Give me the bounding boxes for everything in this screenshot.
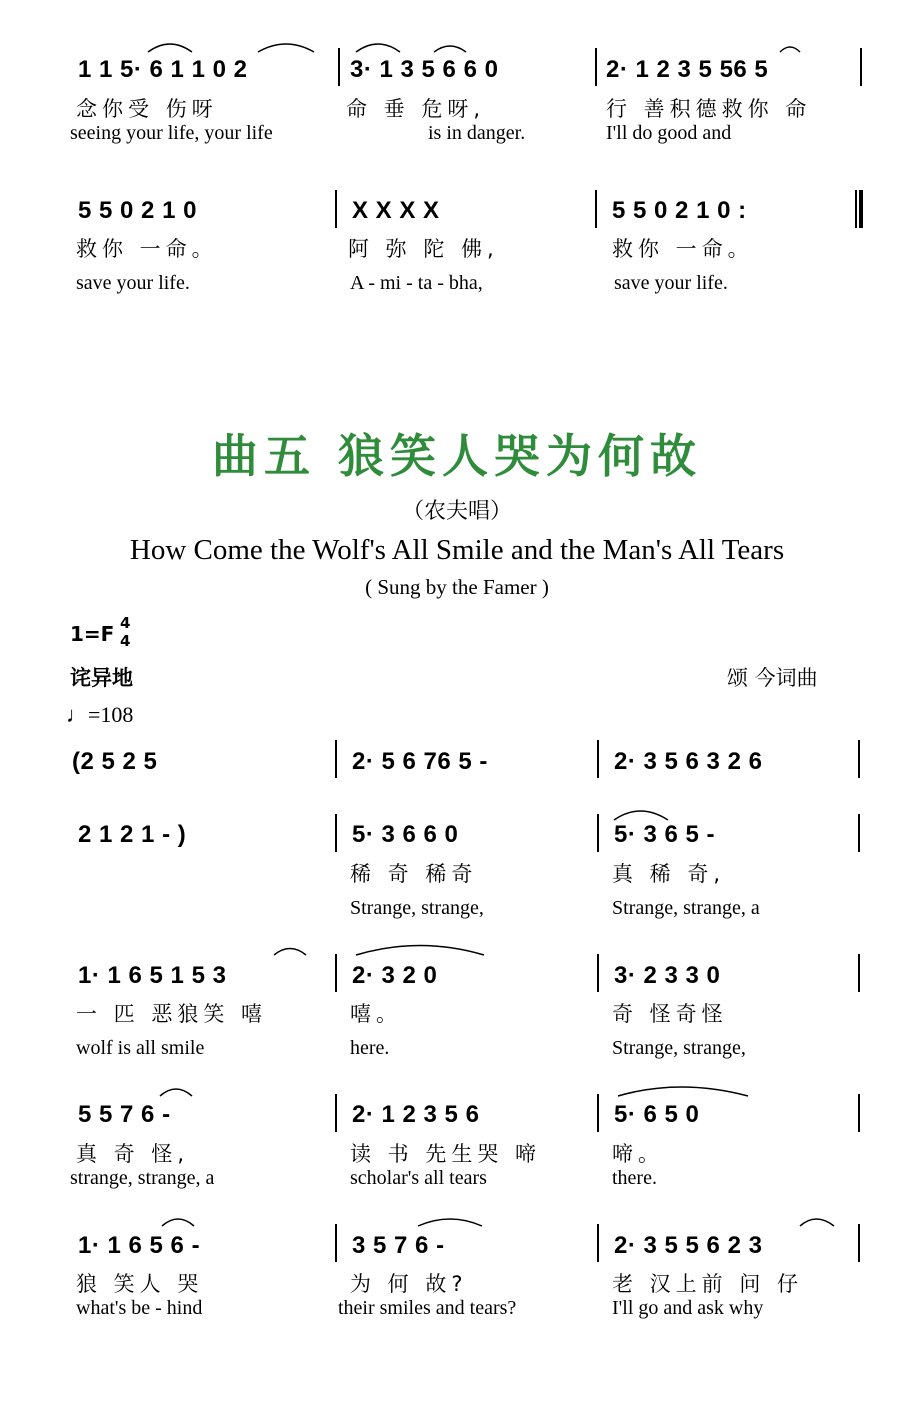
- measure: 1· 1 6 5 6 -: [78, 1232, 201, 1259]
- time-signature-top: 4: [120, 614, 131, 632]
- lyric-cn: 为 何 故?: [350, 1272, 468, 1296]
- lyric-cn: 真 奇 怪,: [76, 1142, 190, 1166]
- measure: 2· 3 2 0: [352, 962, 438, 989]
- measure: 5 5 0 2 1 0 :: [612, 197, 747, 224]
- measure: 2· 1 2 3 5 6: [352, 1101, 480, 1128]
- lyric-en: Strange, strange,: [350, 897, 484, 919]
- measure: 5· 6 5 0: [614, 1101, 700, 1128]
- lyric-cn: 行 善积德救你 命: [606, 97, 812, 121]
- singer-note-en: ( Sung by the Famer ): [365, 575, 549, 599]
- lyric-en: seeing your life, your life: [70, 122, 273, 144]
- lyric-en: scholar's all tears: [350, 1167, 487, 1189]
- lyric-en: save your life.: [614, 272, 728, 294]
- tempo-marking: ♩=108: [66, 702, 134, 727]
- lyric-cn: 救你 一命。: [76, 237, 218, 261]
- lyric-en: I'll go and ask why: [612, 1297, 764, 1319]
- composer-credit: 颂 今词曲: [727, 666, 818, 690]
- lyric-cn: 阿 弥 陀 佛,: [348, 237, 499, 261]
- lyric-en: their smiles and tears?: [338, 1297, 517, 1319]
- measure: 5 5 0 2 1 0: [78, 197, 197, 224]
- measure: 5· 3 6 6 0: [352, 821, 459, 848]
- expression-mark: 诧异地: [70, 666, 133, 690]
- lyric-en: Strange, strange,: [612, 1037, 746, 1059]
- lyric-cn: 狼 笑人 哭: [76, 1272, 204, 1296]
- time-signature-bottom: 4: [120, 632, 131, 650]
- lyric-en: save your life.: [76, 272, 190, 294]
- lyric-en: is in danger.: [428, 122, 526, 144]
- lyric-cn: 稀 奇 稀奇: [350, 862, 478, 886]
- lyric-cn: 嘻。: [350, 1002, 402, 1026]
- lyric-en: strange, strange, a: [70, 1167, 215, 1189]
- lyric-cn: 命 垂 危呀,: [346, 97, 486, 121]
- lyric-cn: 啼。: [612, 1142, 664, 1166]
- lyric-cn: 奇 怪奇怪: [612, 1002, 728, 1026]
- lyric-cn: 一 匹 恶狼笑 嘻: [76, 1002, 268, 1026]
- lyric-en: here.: [350, 1037, 390, 1059]
- measure: 3· 1 3 5 6 6 0: [350, 56, 499, 83]
- lyric-en: wolf is all smile: [76, 1037, 205, 1059]
- song-title-en: How Come the Wolf's All Smile and the Man's All Tears: [129, 534, 785, 566]
- measure: 3 5 7 6 -: [352, 1232, 445, 1259]
- lyric-en: there.: [612, 1167, 657, 1189]
- measure: 2 1 2 1 - ): [78, 821, 187, 848]
- measure: 2· 1 2 3 5 56 5: [606, 56, 769, 83]
- lyric-cn: 救你 一命。: [612, 237, 754, 261]
- measure: X X X X: [352, 197, 440, 224]
- measure: (2 5 2 5: [72, 748, 158, 775]
- measure: 1 1 5· 6 1 1 0 2: [78, 56, 248, 83]
- lyric-en: Strange, strange, a: [612, 897, 760, 919]
- lyric-cn: 老 汉上前 问 仔: [612, 1272, 804, 1296]
- measure: 5· 3 6 5 -: [614, 821, 716, 848]
- measure: 2· 3 5 6 3 2 6: [614, 748, 763, 775]
- measure: 2· 5 6 76 5 -: [352, 748, 488, 775]
- measure: 5 5 7 6 -: [78, 1101, 171, 1128]
- measure: 2· 3 5 5 6 2 3: [614, 1232, 763, 1259]
- lyric-en: what's be - hind: [76, 1297, 203, 1319]
- measure: 1· 1 6 5 1 5 3: [78, 962, 227, 989]
- lyric-cn: 读 书 先生哭 啼: [350, 1142, 542, 1166]
- measure: 3· 2 3 3 0: [614, 962, 721, 989]
- lyric-cn: 真 稀 奇,: [612, 862, 726, 886]
- key-signature: 1=F: [70, 622, 115, 646]
- lyric-en: A - mi - ta - bha,: [350, 272, 483, 294]
- song-title: 曲五 狼笑人哭为何故: [211, 429, 702, 483]
- singer-note-cn: （农夫唱）: [401, 499, 512, 524]
- lyric-en: I'll do good and: [606, 122, 732, 144]
- lyric-cn: 念你受 伤呀: [76, 97, 218, 121]
